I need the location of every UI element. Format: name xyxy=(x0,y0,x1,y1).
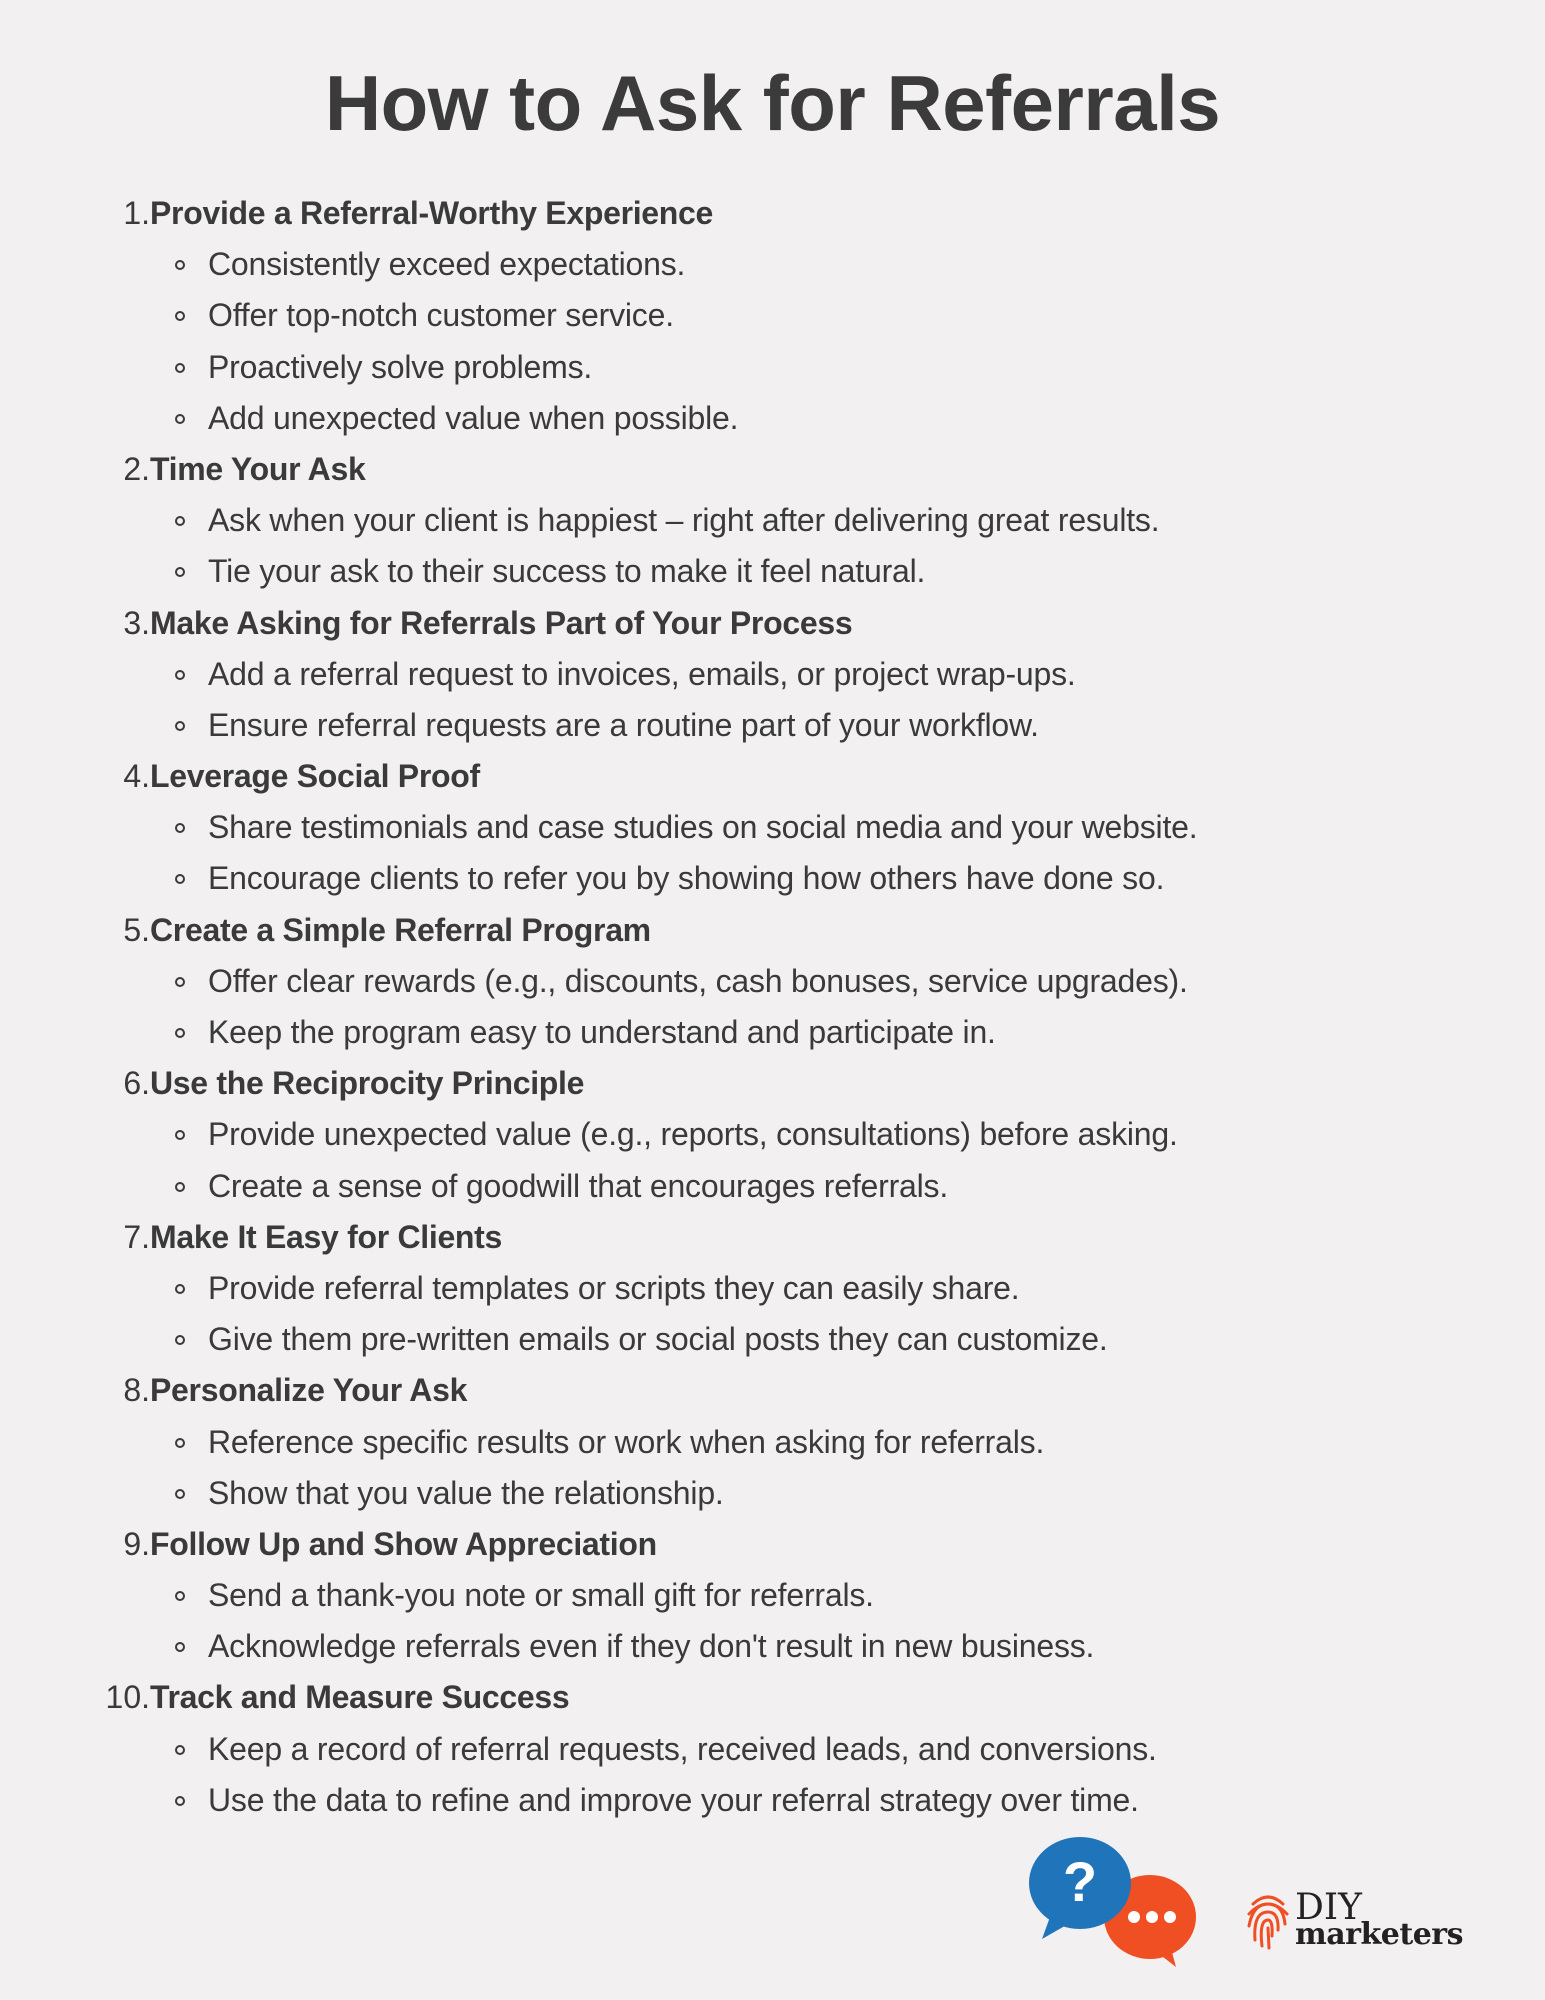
bullet-text: Use the data to refine and improve your referral strategy over time. xyxy=(208,1781,1139,1818)
step-number: 1. xyxy=(123,195,150,231)
hollow-bullet-icon xyxy=(175,874,185,884)
bullet-text: Proactively solve problems. xyxy=(208,348,593,385)
bullet-item xyxy=(0,649,1545,700)
bullet-text: Tie your ask to their success to make it feel natural. xyxy=(208,553,926,590)
bullet-item xyxy=(0,393,1545,444)
page-title: How to Ask for Referrals xyxy=(324,59,1221,147)
bullet-text: Offer top-notch customer service. xyxy=(208,297,674,334)
bullet-item xyxy=(0,700,1545,751)
bullet-item xyxy=(0,956,1545,1007)
bullet-item xyxy=(0,1007,1545,1058)
step-heading-row xyxy=(0,1058,1545,1109)
bullet-text: Ensure referral requests are a routine part of your workflow. xyxy=(208,706,1039,743)
bullet-text: Provide referral templates or scripts they can easily share. xyxy=(208,1269,1020,1306)
chat-bubbles-icon xyxy=(1028,1835,1198,1975)
hollow-bullet-icon xyxy=(175,1130,185,1140)
step-heading-row xyxy=(0,751,1545,802)
step-number: 9. xyxy=(123,1525,150,1562)
bullet-text: Ask when your client is happiest – right after delivering great results. xyxy=(208,502,1160,539)
bullet-item xyxy=(0,1621,1545,1672)
hollow-bullet-icon xyxy=(175,1182,185,1192)
bullet-text: Show that you value the relationship. xyxy=(208,1474,724,1511)
hollow-bullet-icon xyxy=(175,363,185,373)
step-number: 4. xyxy=(123,758,150,795)
step-heading: Leverage Social Proof xyxy=(150,758,480,795)
bullet-text: Share testimonials and case studies on social media and your website. xyxy=(208,809,1198,846)
bullet-text: Consistently exceed expectations. xyxy=(208,246,686,283)
hollow-bullet-icon xyxy=(175,1284,185,1294)
hollow-bullet-icon xyxy=(175,823,185,833)
bullet-text: Keep a record of referral requests, received leads, and conversions. xyxy=(208,1730,1157,1767)
svg-text:?: ? xyxy=(1062,1850,1098,1913)
step-number: 3. xyxy=(123,604,150,641)
bullet-item xyxy=(0,1314,1545,1365)
hollow-bullet-icon xyxy=(175,1438,185,1448)
bullet-item xyxy=(0,1109,1545,1160)
bullet-item xyxy=(0,342,1545,393)
step-heading: Personalize Your Ask xyxy=(150,1372,468,1409)
bullet-item xyxy=(0,1417,1545,1468)
hollow-bullet-icon xyxy=(175,1591,185,1601)
step-heading: Time Your Ask xyxy=(150,450,366,487)
hollow-bullet-icon xyxy=(175,414,185,424)
hollow-bullet-icon xyxy=(175,1642,185,1652)
fingerprint-icon xyxy=(1245,1890,1291,1952)
bullet-item xyxy=(0,290,1545,341)
bullet-item xyxy=(0,546,1545,597)
bullet-item xyxy=(0,1775,1545,1826)
hollow-bullet-icon xyxy=(175,567,185,577)
hollow-bullet-icon xyxy=(175,1335,185,1345)
step-number: 2. xyxy=(123,450,150,487)
bullet-item xyxy=(0,802,1545,853)
step-heading-row xyxy=(0,905,1545,956)
bullet-text: Send a thank-you note or small gift for referrals. xyxy=(208,1577,874,1614)
bullet-text: Add a referral request to invoices, emails, or project wrap-ups. xyxy=(208,655,1076,692)
hollow-bullet-icon xyxy=(175,516,185,526)
bullet-text: Provide unexpected value (e.g., reports, consultations) before asking. xyxy=(208,1116,1178,1153)
bullet-text: Give them pre-written emails or social posts they can customize. xyxy=(208,1321,1108,1358)
step-heading-row xyxy=(0,598,1545,649)
bullet-text: Add unexpected value when possible. xyxy=(208,399,739,436)
step-heading: Provide a Referral-Worthy Experience xyxy=(150,195,714,231)
bullet-text: Reference specific results or work when asking for referrals. xyxy=(208,1423,1045,1460)
hollow-bullet-icon xyxy=(175,670,185,680)
bullet-item xyxy=(0,1570,1545,1621)
bullet-text: Acknowledge referrals even if they don't result in new business. xyxy=(208,1628,1095,1665)
hollow-bullet-icon xyxy=(175,721,185,731)
hollow-bullet-icon xyxy=(175,1489,185,1499)
step-heading: Track and Measure Success xyxy=(150,1679,570,1716)
step-heading-row xyxy=(0,1519,1545,1570)
step-number: 10. xyxy=(105,1679,150,1716)
step-number: 6. xyxy=(123,1065,150,1102)
step-heading-row xyxy=(0,188,1545,239)
bullet-item xyxy=(0,1724,1545,1775)
hollow-bullet-icon xyxy=(175,977,185,987)
hollow-bullet-icon xyxy=(175,1796,185,1806)
bullet-text: Offer clear rewards (e.g., discounts, cash bonuses, service upgrades). xyxy=(208,962,1188,999)
bullet-text: Encourage clients to refer you by showing how others have done so. xyxy=(208,860,1165,897)
hollow-bullet-icon xyxy=(175,1745,185,1755)
referral-steps-list xyxy=(0,188,1545,1826)
hollow-bullet-icon xyxy=(175,1028,185,1038)
step-heading-row xyxy=(0,1365,1545,1416)
bullet-item xyxy=(0,495,1545,546)
step-heading: Follow Up and Show Appreciation xyxy=(150,1525,657,1562)
bullet-item xyxy=(0,853,1545,904)
bullet-item xyxy=(0,239,1545,290)
bullet-text: Create a sense of goodwill that encourages referrals. xyxy=(208,1167,949,1204)
step-number: 8. xyxy=(123,1372,150,1409)
step-heading-row xyxy=(0,1212,1545,1263)
logo-line1: DIY xyxy=(1295,1887,1362,1928)
bullet-text: Keep the program easy to understand and participate in. xyxy=(208,1014,996,1050)
bullet-item xyxy=(0,1263,1545,1314)
bullet-item xyxy=(0,1468,1545,1519)
step-heading: Use the Reciprocity Principle xyxy=(150,1065,585,1102)
step-heading: Create a Simple Referral Program xyxy=(150,911,651,948)
step-heading-row xyxy=(0,1672,1545,1723)
step-number: 7. xyxy=(123,1218,150,1255)
step-heading: Make It Easy for Clients xyxy=(150,1218,503,1255)
step-heading: Make Asking for Referrals Part of Your Process xyxy=(150,604,853,641)
hollow-bullet-icon xyxy=(175,260,185,270)
step-number: 5. xyxy=(123,911,150,948)
step-heading-row xyxy=(0,444,1545,495)
logo-line2: marketers xyxy=(1295,1917,1463,1952)
bullet-item xyxy=(0,1161,1545,1212)
hollow-bullet-icon xyxy=(175,311,185,321)
